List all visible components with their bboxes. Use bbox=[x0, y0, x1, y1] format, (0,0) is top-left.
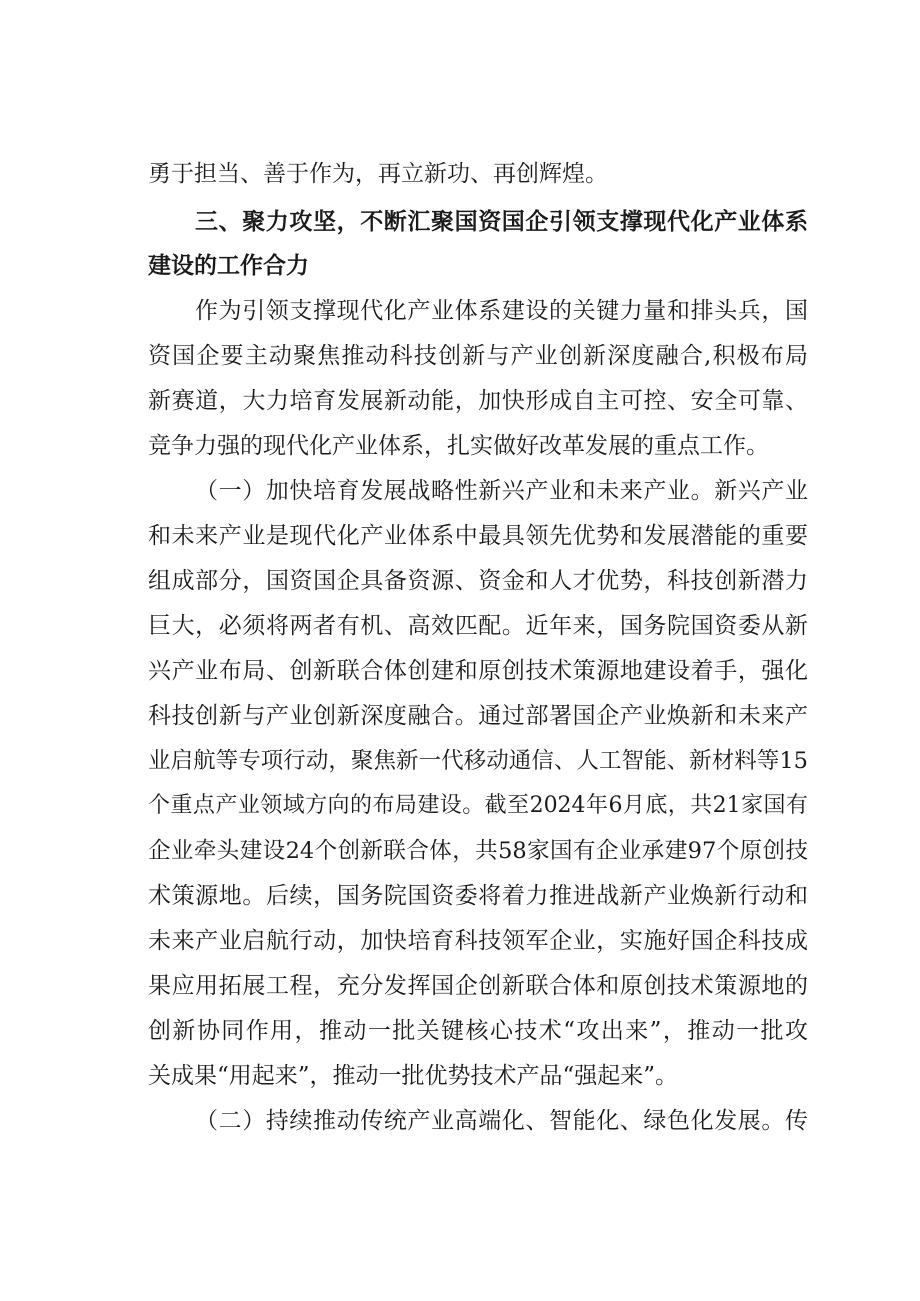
paragraph-line: 资国企要主动聚焦推动科技创新与产业创新深度融合,积极布局 bbox=[148, 343, 808, 369]
section-heading-cont: 建设的工作合力 bbox=[148, 253, 309, 279]
paragraph-line: 企业牵头建设24个创新联合体，共58家国有企业承建97个原创技 bbox=[148, 838, 808, 864]
paragraph-line: 作为引领支撑现代化产业体系建设的关键力量和排头兵，国 bbox=[195, 298, 808, 324]
paragraph-line: 兴产业布局、创新联合体创建和原创技术策源地建设着手，强化 bbox=[148, 658, 808, 684]
paragraph-line: 竞争力强的现代化产业体系，扎实做好改革发展的重点工作。 bbox=[148, 433, 769, 459]
paragraph-line: 新赛道，大力培育发展新动能，加快形成自主可控、安全可靠、 bbox=[148, 388, 808, 414]
paragraph-line: 关成果“用起来”，推动一批优势技术产品“强起来”。 bbox=[148, 1063, 679, 1089]
paragraph-line: 组成部分，国资国企具备资源、资金和人才优势，科技创新潜力 bbox=[148, 568, 808, 594]
paragraph-line: 未来产业启航行动，加快培育科技领军企业，实施好国企科技成 bbox=[148, 928, 808, 954]
paragraph-line: 业启航等专项行动，聚焦新一代移动通信、人工智能、新材料等15 bbox=[148, 748, 808, 774]
paragraph-line: 和未来产业是现代化产业体系中最具领先优势和发展潜能的重要 bbox=[148, 523, 808, 549]
paragraph-line: 果应用拓展工程，充分发挥国企创新联合体和原创技术策源地的 bbox=[148, 973, 808, 999]
paragraph-line: 创新协同作用，推动一批关键核心技术“攻出来”，推动一批攻 bbox=[148, 1018, 808, 1044]
section-heading: 三、聚力攻坚，不断汇聚国资国企引领支撑现代化产业体系 bbox=[195, 209, 808, 235]
paragraph-line: 科技创新与产业创新深度融合。通过部署国企产业焕新和未来产 bbox=[148, 703, 808, 729]
paragraph-line: （二）持续推动传统产业高端化、智能化、绿色化发展。传 bbox=[195, 1108, 808, 1134]
paragraph-line: （一）加快培育发展战略性新兴产业和未来产业。新兴产业 bbox=[195, 478, 808, 504]
paragraph-line: 术策源地。后续，国务院国资委将着力推进战新产业焕新行动和 bbox=[148, 883, 808, 909]
paragraph-line: 个重点产业领域方向的布局建设。截至2024年6月底，共21家国有 bbox=[148, 793, 808, 818]
paragraph-line-continuation: 勇于担当、善于作为，再立新功、再创辉煌。 bbox=[148, 161, 608, 187]
paragraph-line: 巨大，必须将两者有机、高效匹配。近年来，国务院国资委从新 bbox=[148, 613, 808, 639]
